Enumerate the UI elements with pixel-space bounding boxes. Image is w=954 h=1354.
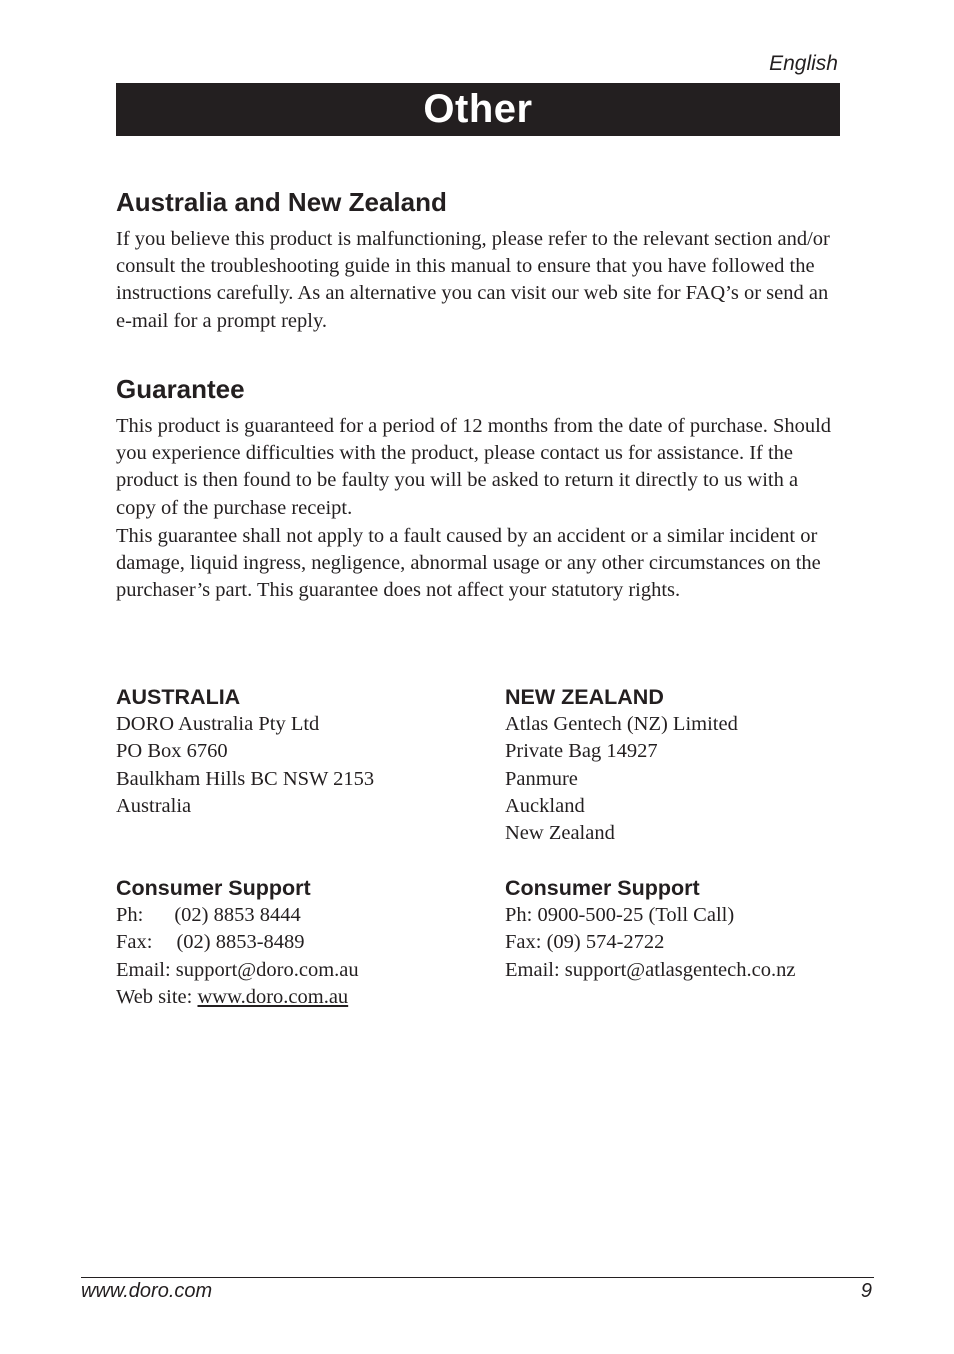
page-title-bar [116, 83, 840, 136]
australia-web-label: Web site: [116, 985, 193, 1008]
australia-phone-number: (02) 8853 8444 [174, 904, 301, 926]
guarantee-body-1: This product is guaranteed for a period of 12 months from the date of purchase. Should you experience difficulties with the product, please contact us for assistance. If the product is then found to be faulty you will be asked to return it directly to us with a copy of the purchase receipt. [116, 415, 832, 519]
australia-email-line: Email: support@doro.com.au [116, 958, 359, 981]
australia-address-line: Baulkham Hills BC NSW 2153 [116, 767, 375, 790]
australia-fax-label: Fax: [116, 931, 153, 954]
page-title: Other [423, 87, 533, 131]
australia-fax-line [116, 929, 466, 956]
australia-website-link[interactable]: www.doro.com.au [197, 985, 349, 1008]
new-zealand-address-line: Auckland [505, 794, 585, 817]
new-zealand-fax-line: Fax: (09) 574-2722 [505, 931, 665, 954]
australia-phone-label: Ph: [116, 904, 144, 926]
new-zealand-phone-line: Ph: 0900-500-25 (Toll Call) [505, 904, 735, 926]
new-zealand-address-block [505, 683, 855, 847]
australia-address-line: DORO Australia Pty Ltd [116, 713, 320, 735]
australia-address-line: Australia [116, 794, 192, 817]
new-zealand-address-line: Panmure [505, 767, 578, 790]
new-zealand-email-line: Email: support@atlasgentech.co.nz [505, 958, 796, 981]
new-zealand-address-line: New Zealand [505, 822, 615, 845]
australia-phone-line [116, 902, 466, 929]
australia-heading: AUSTRALIA [116, 685, 241, 709]
australia-support-block [116, 874, 466, 1011]
language-label: English [769, 52, 838, 75]
page-number: 9 [860, 1280, 872, 1302]
new-zealand-support-block [505, 874, 855, 984]
anz-heading: Australia and New Zealand [116, 187, 447, 217]
new-zealand-address-line: Atlas Gentech (NZ) Limited [505, 713, 738, 735]
anz-section [116, 186, 840, 335]
australia-address-block [116, 683, 466, 820]
guarantee-heading: Guarantee [116, 374, 245, 404]
anz-body: If you believe this product is malfunctioning, please refer to the relevant section and/or consult the troubleshooting guide in this manual to ensure that you have followed the instructions carefully. As an alternative you can visit our web site for FAQ’s or send an e-mail for a prompt reply. [116, 228, 830, 332]
guarantee-section [116, 373, 840, 604]
footer-website: www.doro.com [81, 1280, 213, 1302]
australia-support-heading: Consumer Support [116, 876, 311, 900]
footer-divider [81, 1277, 874, 1278]
new-zealand-heading: NEW ZEALAND [505, 685, 664, 709]
new-zealand-address-line: Private Bag 14927 [505, 740, 658, 763]
guarantee-body-2: This guarantee shall not apply to a fault caused by an accident or a similar incident or damage, liquid ingress, negligence, abnormal usage or any other circumstances on the purchaser’s part. This guarantee does not affect your statutory rights. [116, 524, 821, 602]
australia-address-line: PO Box 6760 [116, 740, 228, 763]
new-zealand-support-heading: Consumer Support [505, 876, 700, 900]
australia-fax-number: (02) 8853-8489 [176, 931, 305, 954]
australia-web-line [116, 984, 466, 1011]
